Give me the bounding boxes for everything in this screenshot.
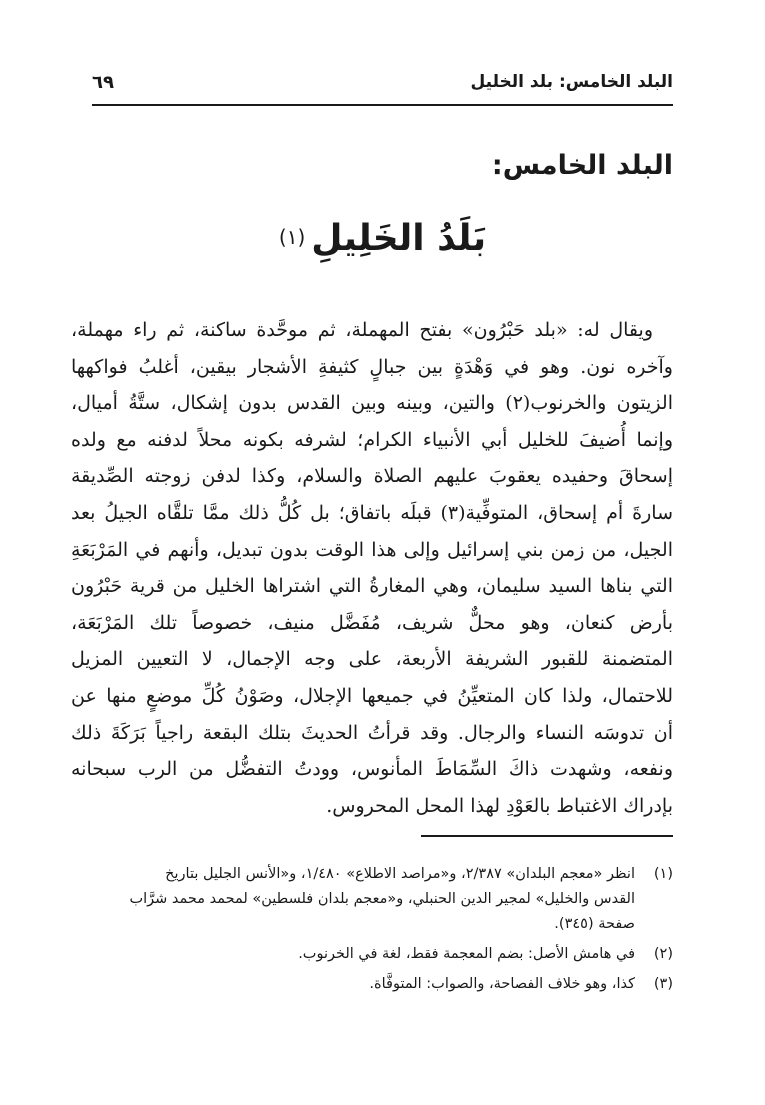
body-line: ونفعه، وشهدت ذاكَ السِّمَاطَ المأنوس، وودتُ التفضُّل من الرب سبحانه (71, 758, 673, 781)
chapter-heading (0, 218, 765, 259)
body-line: الجيل، من زمن بني إسرائيل وإلى هذا الوقت بدون تبديل، وأنهم في المَرْبَعَةِ (71, 538, 673, 561)
footnote (71, 862, 673, 937)
footnote-divider (421, 835, 673, 837)
chapter-footnote-marker: (١) (278, 224, 306, 249)
footnote (71, 972, 673, 997)
section-label: البلد الخامس: (491, 150, 673, 181)
body-line: ويقال له: «بلد حَبْرُون» بفتح المهملة، ثم موحَّدة ساكنة، ثم راء مهملة، (71, 319, 653, 341)
footnote-line: القدس والخليل» لمجير الدين الحنبلي، و«معجم بلدان فلسطين» لمحمد محمد شرَّاب (129, 891, 635, 907)
footnote-number: (٢) (653, 946, 673, 962)
page-number: ٦٩ (92, 72, 114, 93)
body-line: وآخره نون. وهو في وَهْدَةٍ بين جبالٍ كثيفةِ الأشجار بيقين، أغلبُ فواكهها (71, 355, 673, 378)
footnote-line: صفحة (٣٤٥). (554, 916, 635, 932)
footnote-number: (٣) (653, 976, 673, 992)
chapter-title: بَلَدُ الخَلِيلِ (311, 218, 487, 259)
body-line: أن تدوسَه النساء والرجال. وقد قرأتُ الحديثَ بتلك البقعة راجياً بَرَكَةَ ذلك (71, 721, 673, 744)
footnote-number: (١) (653, 866, 673, 882)
body-line: التي بناها السيد سليمان، وهي المغارةُ التي اشتراها الخليل من قرية حَبْرُون (71, 575, 673, 598)
running-header-title: البلد الخامس: بلد الخليل (470, 72, 673, 92)
body-line: بإدراك الاغتباط بالعَوْدِ لهذا المحل المحروس. (326, 794, 673, 817)
running-header (92, 72, 673, 102)
footnote (71, 942, 673, 967)
footnote-line: كذا، وهو خلاف الفصاحة، والصواب: المتوفَّاة. (369, 976, 635, 992)
body-line: سارةَ أم إسحاق، المتوفِّية(٣) قبلَه باتفاق؛ بل كُلُّ ذلك ممَّا تلقَّاه الجيلُ بعد (71, 501, 673, 524)
body-line: للاحتمال، ولذا كان المتعيِّنُ في جميعها الإجلال، وصَوْنُ كُلِّ موضعٍ منها عن (71, 684, 673, 707)
footnote-line: في هامش الأصل: بضم المعجمة فقط، لغة في الخرنوب. (298, 946, 635, 962)
body-line: بأرض كنعان، وهو محلٌّ شريف، مُفَضَّل منيف، خصوصاً تلك المَرْبَعَة، (71, 611, 673, 634)
body-paragraph (71, 312, 673, 824)
footnote-line: انظر «معجم البلدان» ٢/٣٨٧، و«مراصد الاطلاع» ١/٤٨٠، و«الأنس الجليل بتاريخ (165, 866, 635, 882)
body-line: الزيتون والخرنوب(٢) والتين، وبينه وبين القدس بدون إشكال، ستَّةُ أميال، (71, 392, 673, 415)
body-line: المتضمنة للقبور الشريفة الأربعة، على وجه الإجمال، لا التعيين المزيل (71, 648, 673, 671)
header-divider (92, 104, 673, 106)
footnotes (71, 862, 673, 1002)
body-line: إسحاقَ وحفيده يعقوبَ عليهم الصلاة والسلام، وكذا لدفن زوجته الصِّديقة (71, 465, 673, 488)
body-line: وإنما أُضيفَ للخليل أبي الأنبياء الكرام؛ لشرفه بكونه محلاً لدفنه مع ولده (71, 428, 673, 451)
